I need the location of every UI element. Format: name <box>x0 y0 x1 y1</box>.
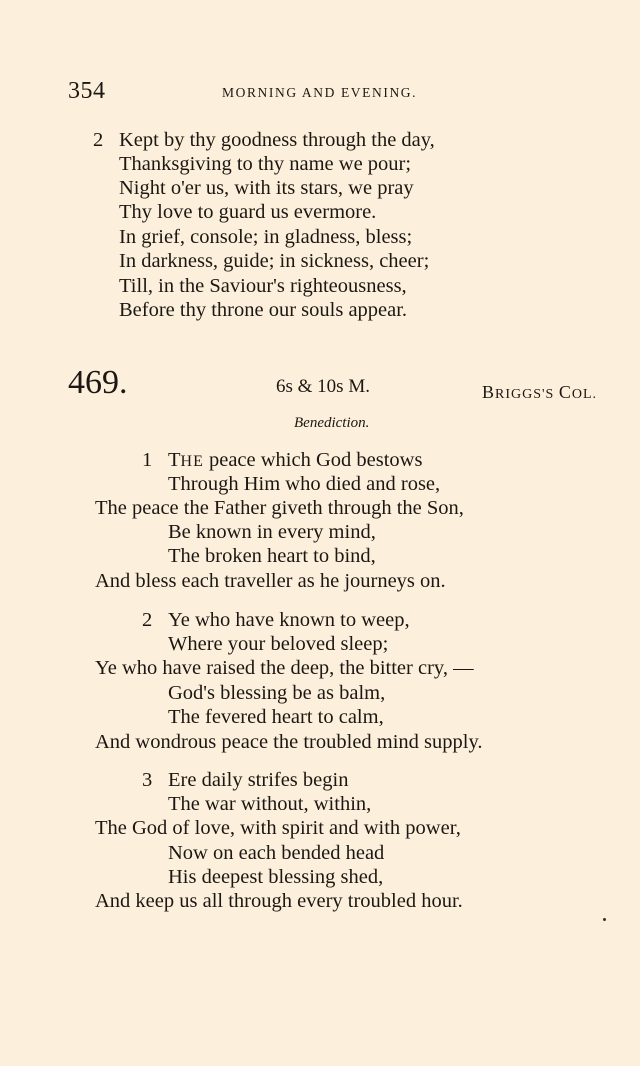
running-title: MORNING AND EVENING. <box>222 85 418 100</box>
verse-line: The war without, within, <box>168 793 372 815</box>
verse-number: 1 <box>142 449 153 471</box>
prev-verse-line: In darkness, guide; in sickness, cheer; <box>119 250 430 272</box>
verse-line: Be known in every mind, <box>168 521 376 543</box>
verse-line: The broken heart to bind, <box>168 545 376 567</box>
hymn-number: 469. <box>68 364 128 401</box>
verse-line: And wondrous peace the troubled mind supply. <box>95 731 483 753</box>
prev-verse-number: 2 <box>93 129 104 151</box>
verse-line: The fevered heart to calm, <box>168 706 384 728</box>
verse-line: Ere daily strifes begin <box>168 769 349 791</box>
prev-verse-line: In grief, console; in gladness, bless; <box>119 226 413 248</box>
prev-verse-line: Before thy throne our souls appear. <box>119 299 408 321</box>
verse-line: The peace the Father giveth through the Son, <box>95 497 464 519</box>
prev-verse-line: Kept by thy goodness through the day, <box>119 129 435 151</box>
verse-line: The God of love, with spirit and with power, <box>95 817 461 839</box>
ink-speck <box>603 918 606 921</box>
verse-line: Ye who have raised the deep, the bitter cry, — <box>95 657 474 679</box>
prev-verse-line: Thanksgiving to thy name we pour; <box>119 153 412 175</box>
verse-line: Where your beloved sleep; <box>168 633 389 655</box>
verse-line: God's blessing be as balm, <box>168 682 386 704</box>
page-number: 354 <box>68 78 106 104</box>
verse-number: 3 <box>142 769 153 791</box>
verse-line: THE peace which God bestows <box>168 449 423 471</box>
verse-line: His deepest blessing shed, <box>168 866 384 888</box>
verse-number: 2 <box>142 609 153 631</box>
verse-line: And bless each traveller as he journeys on. <box>95 570 446 592</box>
tune-name: BRIGGS'S COL. <box>482 382 598 402</box>
verse-line: Through Him who died and rose, <box>168 473 441 495</box>
prev-verse-line: Till, in the Saviour's righteousness, <box>119 275 407 297</box>
prev-verse-line: Night o'er us, with its stars, we pray <box>119 177 414 199</box>
prev-verse-line: Thy love to guard us evermore. <box>119 201 377 223</box>
verse-line: Ye who have known to weep, <box>168 609 410 631</box>
verse-line: And keep us all through every troubled hour. <box>95 890 463 912</box>
hymn-title: Benediction. <box>294 415 370 431</box>
hymn-meter: 6s & 10s M. <box>276 376 370 397</box>
verse-line: Now on each bended head <box>168 842 385 864</box>
